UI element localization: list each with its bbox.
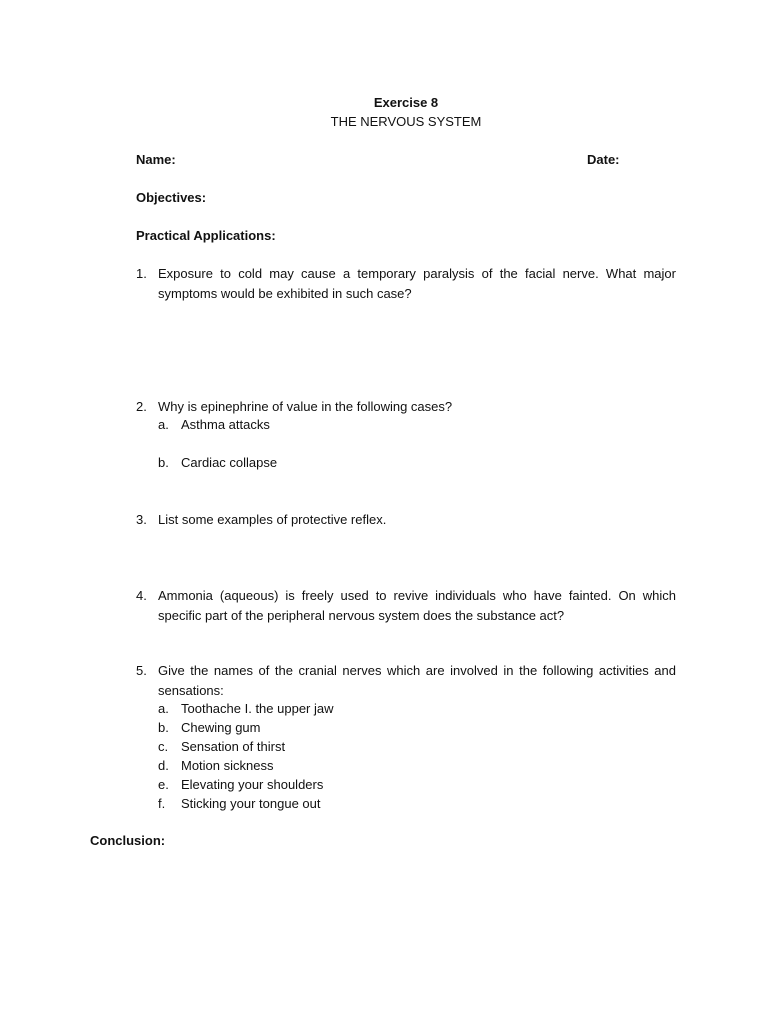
- conclusion-heading: Conclusion:: [90, 833, 166, 848]
- question-5-item-b-text: Chewing gum: [181, 720, 261, 735]
- date-label: Date:: [587, 152, 620, 167]
- question-5-number: 5.: [136, 663, 147, 678]
- question-1-number: 1.: [136, 266, 147, 281]
- question-4-text: Ammonia (aqueous) is freely used to revive individuals who have fainted. On which specific part of the peripheral nervous system does the substance act?: [158, 588, 676, 623]
- question-2-item-b-text: Cardiac collapse: [181, 455, 278, 470]
- question-2-item-b-letter: b.: [158, 455, 169, 470]
- question-5-item-c-letter: c.: [158, 739, 169, 754]
- question-5-item-a-text: Toothache I. the upper jaw: [181, 701, 334, 716]
- question-5-item-e-letter: e.: [158, 777, 169, 792]
- question-5-item-e-text: Elevating your shoulders: [181, 777, 324, 792]
- question-5-item-f-letter: f.: [158, 796, 166, 811]
- question-2-number: 2.: [136, 399, 147, 414]
- exercise-number: Exercise 8: [373, 95, 439, 110]
- practical-applications-heading: Practical Applications:: [136, 228, 276, 243]
- question-2-item-a-letter: a.: [158, 417, 169, 432]
- question-5-item-a-letter: a.: [158, 701, 169, 716]
- question-5-item-d-text: Motion sickness: [181, 758, 274, 773]
- question-4-number: 4.: [136, 588, 147, 603]
- name-label: Name:: [136, 152, 176, 167]
- question-5-item-f-text: Sticking your tongue out: [181, 796, 321, 811]
- question-1-text: Exposure to cold may cause a temporary paralysis of the facial nerve. What major symptoms would be exhibited in such case?: [158, 266, 676, 301]
- question-2-item-a-text: Asthma attacks: [181, 417, 270, 432]
- question-3-number: 3.: [136, 512, 147, 527]
- question-2-text: Why is epinephrine of value in the following cases?: [158, 399, 453, 414]
- question-5-item-b-letter: b.: [158, 720, 169, 735]
- question-5-item-c-text: Sensation of thirst: [181, 739, 286, 754]
- page-title: THE NERVOUS SYSTEM: [330, 114, 482, 129]
- question-3-text: List some examples of protective reflex.: [158, 512, 387, 527]
- question-5-text: Give the names of the cranial nerves which are involved in the following activities and sensations:: [158, 663, 676, 698]
- objectives-heading: Objectives:: [136, 190, 207, 205]
- question-5-item-d-letter: d.: [158, 758, 169, 773]
